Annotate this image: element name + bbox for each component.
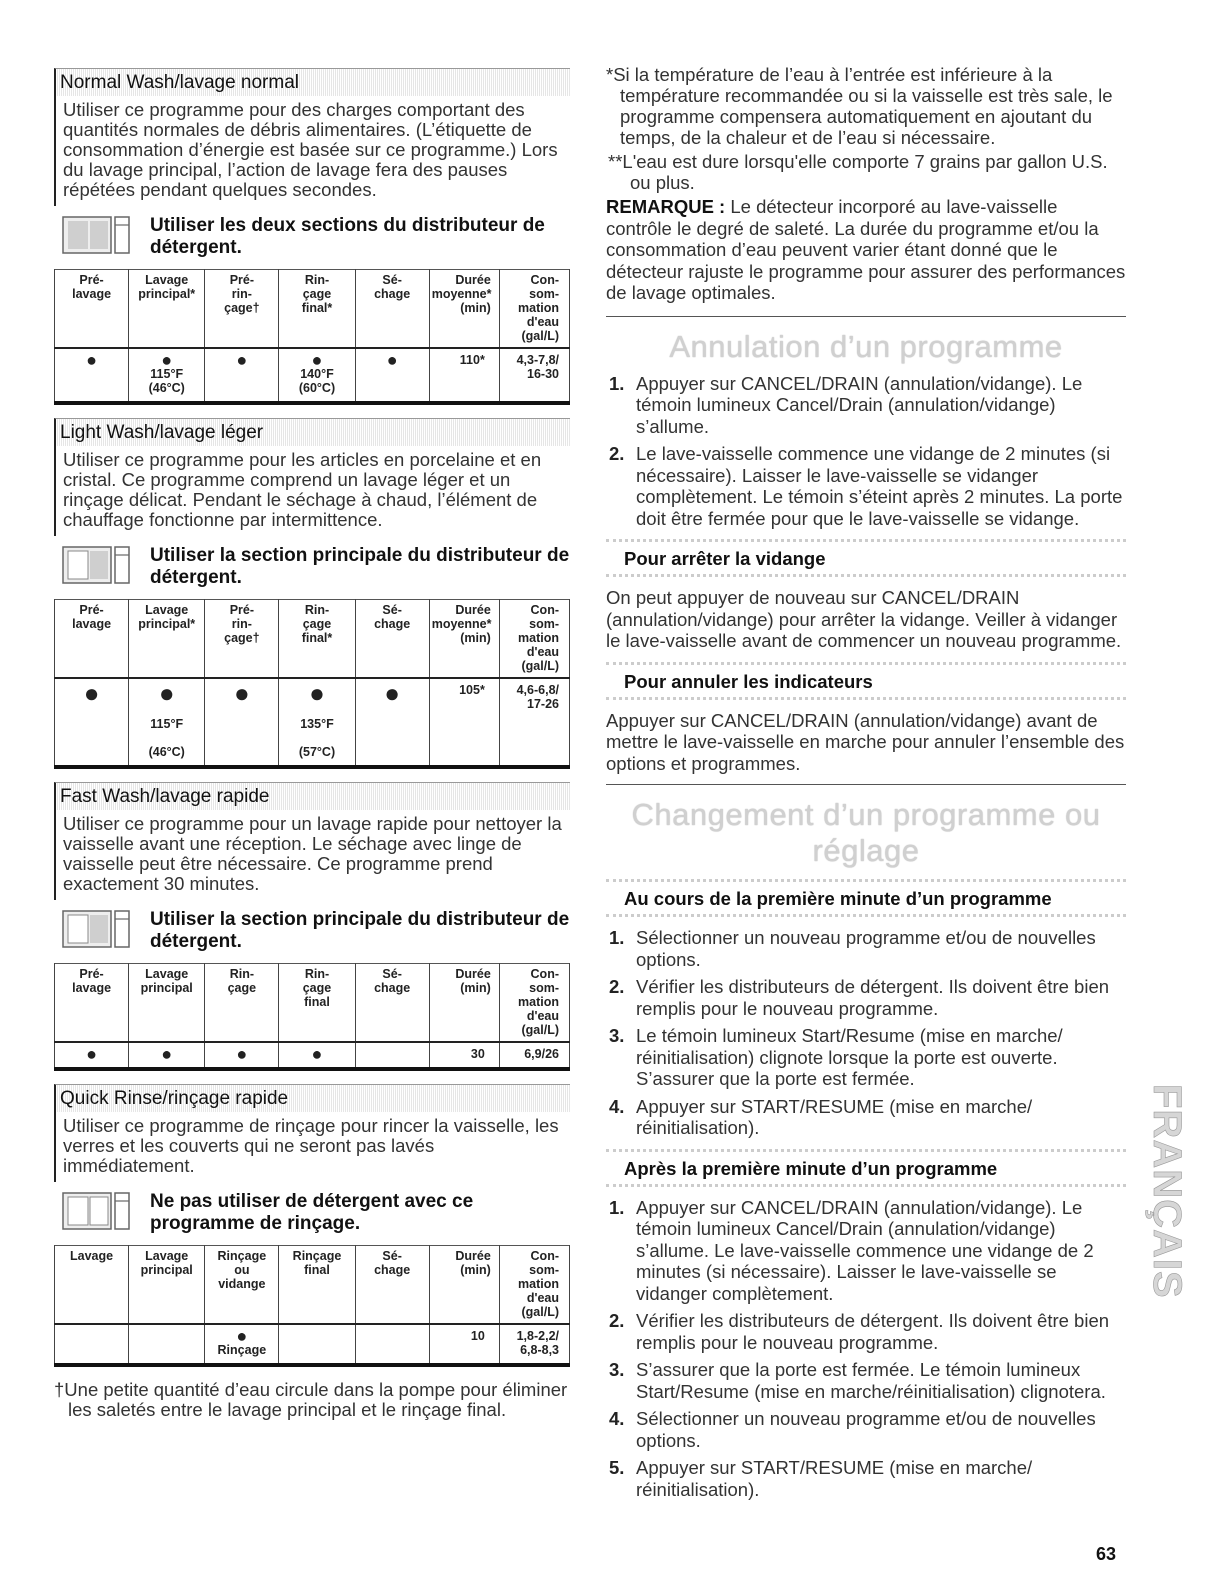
program-description: Utiliser ce programme pour des charges comportant des quantités normales de débris alimentaires. (L’étiquette de consommation d’énergie est basée sur ce programme.) Lors du lavage principal, l’action de lavage fera des pauses répétées pendant quelques secondes.: [54, 96, 570, 206]
table-cell: [355, 678, 429, 767]
dot-icon: ●: [386, 350, 398, 370]
cell-text: 16-30: [527, 367, 559, 381]
after-minute-steps: [606, 1197, 1126, 1501]
right-column: [606, 64, 1126, 1506]
table-cell: [129, 1324, 205, 1365]
detergent-instruction: [54, 536, 570, 599]
table-row: [55, 1042, 570, 1069]
detergent-dispenser-icon: [62, 215, 130, 255]
divider: [606, 784, 1126, 785]
program-title: Normal Wash/lavage normal: [54, 68, 570, 96]
cell-text: 105*: [459, 683, 485, 697]
cell-text: [57, 1329, 126, 1343]
table-row: [55, 678, 570, 767]
subhead-annuler: Pour annuler les indicateurs: [606, 662, 1126, 700]
cell-text: 115°F: [150, 717, 184, 731]
cell-text: [281, 1329, 352, 1343]
dot-icon: ●: [233, 678, 250, 708]
table-header-cell: Rinçage final: [279, 1246, 355, 1325]
cycle-table: [54, 599, 570, 769]
table-cell: [499, 348, 569, 403]
cell-text: 17-26: [527, 697, 559, 711]
cell-text: 30: [470, 1047, 485, 1061]
table-header-cell: Sé- chage: [355, 270, 429, 349]
table-header-cell: Sé- chage: [355, 1246, 429, 1325]
detergent-text: Ne pas utiliser de détergent avec ce programme de rinçage.: [150, 1191, 474, 1234]
left-column: [54, 68, 570, 1420]
program-title: Light Wash/lavage léger: [54, 418, 570, 446]
table-header-cell: Con- som- mation d'eau (gal/L): [499, 600, 569, 679]
table-row: [55, 1324, 570, 1365]
table-header-row: [55, 1246, 570, 1325]
table-header-cell: Durée (min): [429, 1246, 499, 1325]
dot-icon: ●: [236, 1044, 248, 1064]
dot-icon: ●: [384, 678, 400, 708]
detergent-dispenser-icon: [62, 909, 130, 949]
detergent-text: Utiliser la section principale du distributeur de détergent.: [150, 545, 570, 588]
table-header-cell: Pré- lavage: [55, 600, 129, 679]
cell-text: (46°C): [148, 745, 185, 759]
remarque: [606, 196, 1126, 304]
cycle-table: [54, 963, 570, 1071]
para-annuler: Appuyer sur CANCEL/DRAIN (annulation/vidange) avant de mettre le lave-vaisselle en marche pour annuler l’ensemble des options et programmes.: [606, 709, 1125, 774]
detergent-dispenser-icon: [62, 1191, 130, 1231]
cell-text: 6,8-8,3: [520, 1343, 559, 1357]
cell-text: (57°C): [298, 745, 336, 759]
table-cell: [429, 1324, 499, 1365]
table-header-cell: Rin- çage: [205, 964, 279, 1043]
detergent-text: Utiliser les deux sections du distributeur de détergent.: [150, 215, 545, 258]
note-double-star: **L'eau est dure lorsqu'elle comporte 7 grains par gallon U.S. ou plus.: [608, 151, 1108, 193]
table-row: [55, 348, 570, 403]
cell-text: 1,8-2,2/: [516, 1329, 559, 1343]
list-item: [606, 1457, 1126, 1500]
table-cell: [429, 348, 499, 403]
table-cell: [355, 348, 429, 403]
table-cell: [279, 348, 355, 403]
table-header-cell: Rin- çage final*: [279, 600, 355, 679]
list-item: [606, 1310, 1126, 1353]
table-header-cell: Rinçage ou vidange: [205, 1246, 279, 1325]
cell-text: (60°C): [298, 381, 336, 395]
step-text: Vérifier les distributeurs de détergent. Ils doivent être bien remplis pour le nouveau programme.: [636, 976, 1110, 1019]
list-item: [606, 1096, 1126, 1139]
dot-icon: ●: [161, 350, 173, 370]
table-cell: [279, 1042, 355, 1069]
step-text: Vérifier les distributeurs de détergent. Ils doivent être bien remplis pour le nouveau programme.: [636, 1310, 1110, 1353]
table-header-cell: Con- som- mation d'eau (gal/L): [499, 270, 569, 349]
cell-text: (46°C): [148, 381, 185, 395]
table-cell: [129, 1042, 205, 1069]
dot-icon: ●: [83, 678, 100, 708]
table-header-cell: Durée moyenne* (min): [429, 600, 499, 679]
dot-icon: ●: [161, 1044, 173, 1064]
dot-icon: ●: [86, 1044, 97, 1064]
table-header-cell: Lavage principal: [129, 964, 205, 1043]
side-tab-francais: [1140, 1080, 1190, 1340]
list-item: [606, 443, 1126, 529]
program-list: [54, 68, 570, 1367]
table-header-cell: Pré- lavage: [55, 964, 129, 1043]
cell-text: [131, 1329, 202, 1343]
step-number: 1.: [609, 372, 625, 394]
list-item: [606, 1025, 1126, 1090]
cell-text: 110*: [459, 353, 485, 367]
table-header-cell: Lavage principal*: [129, 600, 205, 679]
table-cell: [129, 348, 205, 403]
table-cell: [429, 678, 499, 767]
side-tab-label: FRANÇAIS: [1145, 1084, 1189, 1299]
list-item: [606, 1197, 1126, 1305]
step-number: 2.: [609, 443, 625, 464]
step-text: Le témoin lumineux Start/Resume (mise en marche/ réinitialisation) clignote lorsque la porte est ouverte. S’assurer que la porte est fermée.: [636, 1025, 1063, 1089]
table-cell: [129, 678, 205, 767]
dot-icon: ●: [158, 678, 175, 708]
annulation-steps: [606, 373, 1126, 530]
table-header-cell: Pré- rin- çage†: [205, 600, 279, 679]
step-number: 5.: [609, 1457, 625, 1478]
cell-text: 4,6-6,8/: [516, 683, 559, 697]
cell-text: Rinçage: [217, 1343, 267, 1357]
divider: [606, 316, 1126, 317]
cell-text: 140°F: [300, 367, 334, 381]
table-header-cell: Pré- lavage: [55, 270, 129, 349]
list-item: [606, 927, 1126, 970]
remarque-text: Le détecteur incorporé au lave-vaisselle contrôle le degré de saleté. La durée du programme et/ou la consommation d’eau peuvent varier étant donné que le détecteur rajuste le programme pour assurer des performances de lavage optimales.: [606, 196, 1126, 303]
step-number: 4.: [609, 1408, 625, 1429]
cycle-table: [54, 1245, 570, 1367]
table-header-cell: Rin- çage final*: [279, 270, 355, 349]
step-text: Appuyer sur CANCEL/DRAIN (annulation/vidange). Le témoin lumineux Cancel/Drain (annulation/vidange) s’allume.: [636, 372, 1083, 437]
cell-text: [131, 703, 202, 717]
program-block: [54, 418, 570, 769]
table-header-row: [55, 964, 570, 1043]
cell-text: [358, 1329, 427, 1343]
table-header-cell: Rin- çage final: [279, 964, 355, 1043]
step-number: 2.: [609, 1310, 625, 1331]
table-header-cell: Durée (min): [429, 964, 499, 1043]
detergent-instruction: [54, 900, 570, 963]
step-text: Sélectionner un nouveau programme et/ou de nouvelles options.: [636, 1408, 1096, 1451]
table-cell: [279, 1324, 355, 1365]
table-cell: [55, 1042, 129, 1069]
cell-text: 4,3-7,8/: [516, 353, 559, 367]
step-number: 3.: [609, 1025, 625, 1046]
table-cell: [205, 348, 279, 403]
program-title: Fast Wash/lavage rapide: [54, 782, 570, 810]
program-description: Utiliser ce programme pour un lavage rapide pour nettoyer la vaisselle avant une réception. Le séchage avec linge de vaisselle peut être nécessaire. Ce programme prend exactement 30 minutes.: [54, 810, 570, 900]
cell-text: 135°F: [300, 717, 334, 731]
detergent-instruction: [54, 206, 570, 269]
table-header-cell: Con- som- mation d'eau (gal/L): [499, 1246, 569, 1325]
detergent-dispenser-icon: [62, 545, 130, 585]
step-text: Sélectionner un nouveau programme et/ou de nouvelles options.: [636, 927, 1096, 970]
cell-text: [131, 731, 202, 745]
dot-icon: ●: [86, 350, 97, 370]
list-item: [606, 976, 1126, 1019]
table-cell: [55, 1324, 129, 1365]
remarque-label: REMARQUE :: [606, 196, 726, 217]
step-text: Appuyer sur CANCEL/DRAIN (annulation/vidange). Le témoin lumineux Cancel/Drain (annulation/vidange) s’allume. Le lave-vaisselle commence une vidange de 2 minutes (si nécessaire). Laisser le lave-vaisselle se vidanger complètement.: [636, 1196, 1094, 1304]
detergent-text: Utiliser la section principale du distributeur de détergent.: [150, 909, 570, 952]
table-cell: [205, 1324, 279, 1365]
cell-text: [358, 1047, 427, 1061]
section-title-annulation: Annulation d’un programme: [669, 328, 1063, 364]
program-block: [54, 68, 570, 405]
cell-text: 115°F: [150, 367, 184, 381]
program-title: Quick Rinse/rinçage rapide: [54, 1084, 570, 1112]
step-number: 1.: [609, 927, 625, 948]
table-header-row: [55, 600, 570, 679]
table-cell: [499, 1042, 569, 1069]
dot-icon: ●: [311, 1044, 323, 1064]
table-cell: [55, 348, 129, 403]
table-cell: [355, 1042, 429, 1069]
dot-icon: ●: [311, 350, 323, 370]
cell-text: [281, 703, 352, 717]
table-header-cell: Lavage principal*: [129, 270, 205, 349]
subhead-arreter: Pour arrêter la vidange: [606, 539, 1126, 577]
note-star: *Si la température de l’eau à l’entrée est inférieure à la température recommandée ou si la vaisselle est très sale, le programme compensera automatiquement en ajoutant du temps, de la chaleur et de l’eau si nécessaire.: [606, 64, 1113, 148]
subhead-first-minute: Au cours de la première minute d’un programme: [606, 879, 1126, 917]
step-number: 1.: [609, 1196, 625, 1218]
detergent-instruction: [54, 1182, 570, 1245]
program-block: [54, 782, 570, 1071]
dot-icon: ●: [309, 678, 325, 708]
table-header-cell: Pré- rin- çage†: [205, 270, 279, 349]
dot-icon: ●: [236, 1326, 248, 1346]
table-cell: [205, 1042, 279, 1069]
table-cell: [499, 678, 569, 767]
list-item: [606, 1408, 1126, 1451]
page-number: 63: [1096, 1544, 1117, 1564]
para-arreter: On peut appuyer de nouveau sur CANCEL/DRAIN (annulation/vidange) pour arrêter la vidange. Veiller à vidanger le lave-vaisselle avant de commencer un nouveau programme.: [606, 587, 1122, 651]
table-cell: [355, 1324, 429, 1365]
program-description: Utiliser ce programme pour les articles en porcelaine et en cristal. Ce programme comprend un lavage léger et un rinçage délicat. Pendant le séchage à chaud, l’élément de chauffage fonctionne par intermittence.: [54, 446, 570, 536]
cell-text: [281, 731, 352, 745]
list-item: [606, 1359, 1126, 1402]
cell-text: 10: [470, 1329, 485, 1343]
list-item: [606, 373, 1126, 438]
step-text: Appuyer sur START/RESUME (mise en marche/ réinitialisation).: [636, 1095, 1033, 1138]
footnote-dagger: †Une petite quantité d’eau circule dans la pompe pour éliminer les saletés entre le lavage principal et le rinçage final.: [54, 1379, 568, 1420]
step-text: S’assurer que la porte est fermée. Le témoin lumineux Start/Resume (mise en marche/réinitialisation) clignotera.: [636, 1359, 1106, 1402]
table-cell: [279, 678, 355, 767]
table-header-row: [55, 270, 570, 349]
program-description: Utiliser ce programme de rinçage pour rincer la vaisselle, les verres et les couverts qui ne seront pas lavés immédiatement.: [54, 1112, 570, 1182]
table-header-cell: Sé- chage: [355, 964, 429, 1043]
step-number: 4.: [609, 1095, 625, 1117]
table-header-cell: Lavage: [55, 1246, 129, 1325]
program-block: [54, 1084, 570, 1367]
table-cell: [499, 1324, 569, 1365]
step-text: Appuyer sur START/RESUME (mise en marche/ réinitialisation).: [636, 1457, 1033, 1500]
table-header-cell: Durée moyenne* (min): [429, 270, 499, 349]
section-title-changement: Changement d’un programme ou réglage: [631, 797, 1101, 868]
table-header-cell: Con- som- mation d'eau (gal/L): [499, 964, 569, 1043]
table-cell: [205, 678, 279, 767]
cycle-table: [54, 269, 570, 405]
table-header-cell: Sé- chage: [355, 600, 429, 679]
subhead-after-minute: Après la première minute d’un programme: [606, 1149, 1126, 1187]
step-number: 2.: [609, 976, 625, 997]
cell-text: 6,9/26: [524, 1047, 559, 1061]
step-text: Le lave-vaisselle commence une vidange de 2 minutes (si nécessaire). Laisser le lave-vaisselle se vidanger complètement. Le témoin s’éteint après 2 minutes. La porte doit être fermée pour que le lave-vaisselle se vidange.: [636, 443, 1123, 529]
step-number: 3.: [609, 1359, 625, 1380]
table-cell: [429, 1042, 499, 1069]
first-minute-steps: [606, 927, 1126, 1139]
table-cell: [55, 678, 129, 767]
dot-icon: ●: [236, 350, 248, 370]
table-header-cell: Lavage principal: [129, 1246, 205, 1325]
